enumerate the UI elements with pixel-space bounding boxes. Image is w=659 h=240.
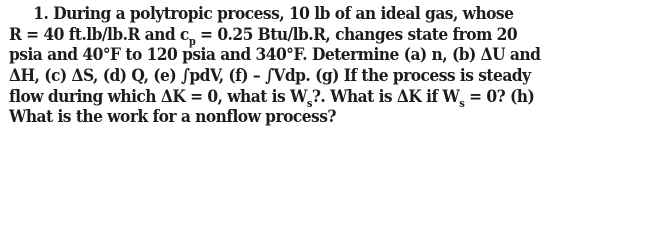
- problem-text-5a: flow during which ΔK = 0, what is W: [9, 86, 307, 107]
- problem-text-5c: = 0? (h): [464, 86, 535, 107]
- subscript-s: s: [306, 96, 312, 110]
- problem-number: 1.: [33, 4, 49, 24]
- subscript-s-2: s: [459, 96, 465, 110]
- problem-line-3: [9, 45, 653, 66]
- subscript-p: p: [188, 34, 196, 48]
- problem-text-2a: R = 40 ft.lb/lb.R and c: [9, 24, 189, 45]
- problem-line-6: [9, 107, 653, 128]
- problem-text-6: What is the work for a nonflow process?: [9, 107, 336, 128]
- problem-line-4: [9, 66, 653, 87]
- problem-text-1: During a polytropic process, 10 lb of an ideal gas, whose: [53, 4, 514, 24]
- problem-statement: [9, 4, 653, 128]
- problem-text-2b: = 0.25 Btu/lb.R, changes state from 20: [195, 24, 518, 45]
- problem-line-2: [9, 25, 653, 46]
- problem-text-4: ΔH, (c) ΔS, (d) Q, (e) ∫pdV, (f) – ∫Vdp. (g) If the process is steady: [9, 66, 531, 87]
- problem-text-3: psia and 40°F to 120 psia and 340°F. Determine (a) n, (b) ΔU and: [9, 45, 541, 66]
- problem-line-1: [9, 4, 653, 25]
- problem-text-5b: ?. What is ΔK if W: [311, 86, 460, 107]
- problem-line-5: [9, 87, 653, 108]
